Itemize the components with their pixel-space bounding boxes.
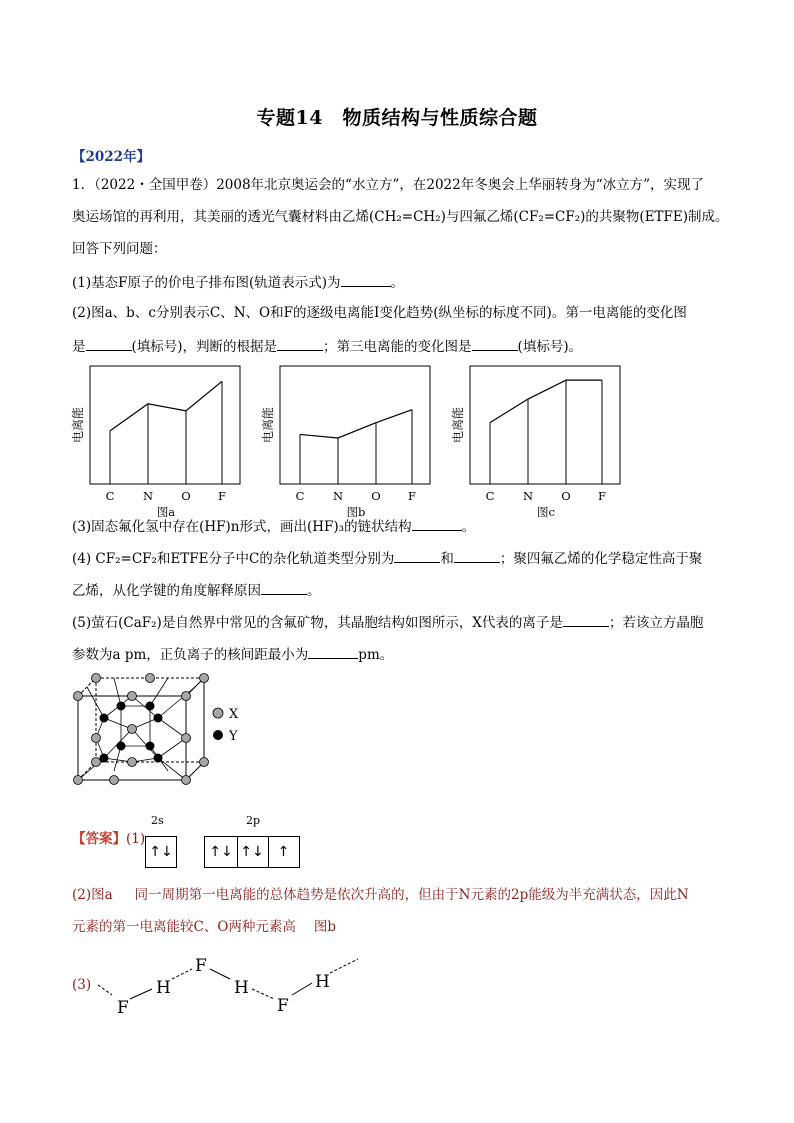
page-title: 专题14 物质结构与性质综合题 bbox=[256, 107, 538, 129]
y-ion bbox=[117, 742, 126, 751]
x-ion bbox=[128, 725, 137, 734]
ionization-energy-charts bbox=[60, 360, 740, 519]
x-tick-label: O bbox=[181, 489, 191, 503]
hf-chain-structure bbox=[90, 945, 370, 1025]
x-ion bbox=[128, 692, 137, 701]
answer-blank[interactable] bbox=[261, 580, 307, 595]
ionization-chart-1 bbox=[70, 366, 240, 519]
x-ion bbox=[74, 776, 83, 785]
question-part-5-line1: (5)萤石(CaF₂)是自然界中常见的含氟矿物，其晶胞结构如图所示，X代表的离子是 ；若该立方晶胞 bbox=[72, 612, 722, 632]
x-ion bbox=[92, 734, 101, 743]
question-part-5-line2: 参数为a pm，正负离子的核间距最小为 pm。 bbox=[72, 644, 722, 664]
orbital-box-2s: ↑↓ bbox=[145, 836, 177, 868]
answer-blank[interactable] bbox=[341, 272, 391, 287]
legend-x-marker bbox=[213, 708, 223, 718]
hf-atom: F bbox=[277, 996, 289, 1016]
orbital-box-2p-3: ↑ bbox=[268, 836, 300, 868]
x-tick-label: F bbox=[218, 489, 226, 503]
hf-atom: F bbox=[195, 956, 207, 976]
x-ion bbox=[74, 692, 83, 701]
answer-blank[interactable] bbox=[472, 336, 518, 351]
x-tick-label: N bbox=[332, 489, 344, 503]
question-part-1: (1)基态F原子的价电子排布图(轨道表示式)为 。 bbox=[72, 272, 722, 292]
question-intro-line2: 奥运场馆的再利用，其美丽的透光气囊材料由乙烯(CH₂=CH₂)与四氟乙烯(CF₂=CF₂)的共聚物(ETFE)制成。 bbox=[72, 209, 729, 225]
chart-title: 图a bbox=[156, 505, 176, 519]
answer-blank[interactable] bbox=[563, 612, 609, 627]
chart-title: 图c bbox=[537, 505, 555, 519]
question-part-2-line1: (2)图a、b、c分别表示C、N、O和F的逐级电离能I变化趋势(纵坐标的标度不同)。第一电离能的变化图 bbox=[72, 305, 687, 321]
orbital-box-2p-2: ↑↓ bbox=[236, 836, 269, 868]
y-ion bbox=[146, 742, 155, 751]
x-ion bbox=[182, 776, 191, 785]
legend-y-marker bbox=[213, 730, 223, 740]
x-tick-label: O bbox=[561, 489, 571, 503]
x-ion bbox=[92, 674, 101, 683]
answer-part-1-label: 【答案】(1) bbox=[72, 831, 146, 847]
answer-blank[interactable] bbox=[308, 644, 358, 659]
series-line bbox=[110, 381, 222, 431]
x-tick-label: F bbox=[408, 489, 416, 503]
ionization-chart-3 bbox=[450, 366, 620, 519]
x-ion bbox=[128, 758, 137, 767]
x-ion bbox=[92, 758, 101, 767]
answer-part-2-line2: 元素的第一电离能较C、O两种元素高 图b bbox=[72, 919, 337, 935]
hf-atom: F bbox=[117, 998, 129, 1018]
answer-blank[interactable] bbox=[412, 516, 462, 531]
ionization-chart-2 bbox=[260, 366, 430, 519]
question-part-4-line1: (4) CF₂=CF₂和ETFE分子中C的杂化轨道类型分别为 和 ；聚四氟乙烯的化学稳定性高于聚 bbox=[72, 548, 722, 568]
chart-frame bbox=[90, 366, 240, 484]
x-ion bbox=[146, 674, 155, 683]
legend-x-label: X bbox=[229, 707, 239, 722]
question-part-3: (3)固态氟化氢中存在(HF)n形式，画出(HF)₃的链状结构 。 bbox=[72, 516, 722, 536]
x-tick-label: F bbox=[598, 489, 606, 503]
y-ion bbox=[154, 714, 163, 723]
legend-y-label: Y bbox=[229, 729, 238, 744]
hf-atom: H bbox=[156, 978, 171, 998]
x-tick-label: N bbox=[142, 489, 154, 503]
series-line bbox=[300, 410, 412, 438]
y-ion bbox=[100, 754, 109, 763]
x-ion bbox=[200, 758, 209, 767]
x-ion bbox=[200, 674, 209, 683]
question-part-4-line2: 乙烯，从化学键的角度解释原因 。 bbox=[72, 580, 722, 600]
y-ion bbox=[154, 754, 163, 763]
chart-title: 图b bbox=[346, 505, 366, 519]
answer-part-3-label: (3) bbox=[72, 977, 92, 993]
x-tick-label: N bbox=[522, 489, 534, 503]
year-tag: 【2022年】 bbox=[72, 149, 151, 165]
question-intro-line3: 回答下列问题： bbox=[72, 241, 167, 257]
hf-atom: H bbox=[234, 978, 249, 998]
orbital-2s-label: 2s bbox=[151, 814, 164, 827]
answer-label: 【答案】 bbox=[72, 831, 126, 847]
y-ion bbox=[117, 702, 126, 711]
answer-blank[interactable] bbox=[277, 336, 323, 351]
y-ion bbox=[100, 714, 109, 723]
x-ion bbox=[182, 734, 191, 743]
x-tick-label: C bbox=[485, 489, 495, 503]
chart-frame bbox=[470, 366, 620, 484]
crystal-cell-diagram bbox=[66, 666, 266, 796]
hf-atom: H bbox=[315, 972, 330, 992]
y-axis-label: 电离能 bbox=[71, 406, 85, 444]
series-line bbox=[490, 380, 602, 422]
question-intro-line1: 1．（2022・全国甲卷）2008年北京奥运会的“水立方”，在2022年冬奥会上华丽转身为“冰立方”，实现了 bbox=[72, 177, 705, 193]
chart-frame bbox=[280, 366, 430, 484]
answer-blank[interactable] bbox=[394, 548, 440, 563]
question-part-2-line2: 是 (填标号)，判断的根据是 ；第三电离能的变化图是 (填标号)。 bbox=[72, 336, 722, 356]
orbital-2p-label: 2p bbox=[246, 814, 261, 827]
x-tick-label: O bbox=[371, 489, 381, 503]
x-tick-label: C bbox=[295, 489, 305, 503]
answer-part-2-line1: (2)图a 同一周期第一电离能的总体趋势是依次升高的，但由于N元素的2p能级为半充满状态，因此N bbox=[72, 887, 689, 903]
x-ions bbox=[74, 674, 209, 785]
y-axis-label: 电离能 bbox=[261, 406, 275, 444]
y-axis-label: 电离能 bbox=[451, 406, 465, 444]
orbital-box-2p-1: ↑↓ bbox=[204, 836, 238, 868]
x-ion bbox=[182, 692, 191, 701]
x-ion bbox=[110, 776, 119, 785]
x-tick-label: C bbox=[105, 489, 115, 503]
answer-blank[interactable] bbox=[454, 548, 500, 563]
answer-blank[interactable] bbox=[86, 336, 132, 351]
y-ion bbox=[146, 702, 155, 711]
